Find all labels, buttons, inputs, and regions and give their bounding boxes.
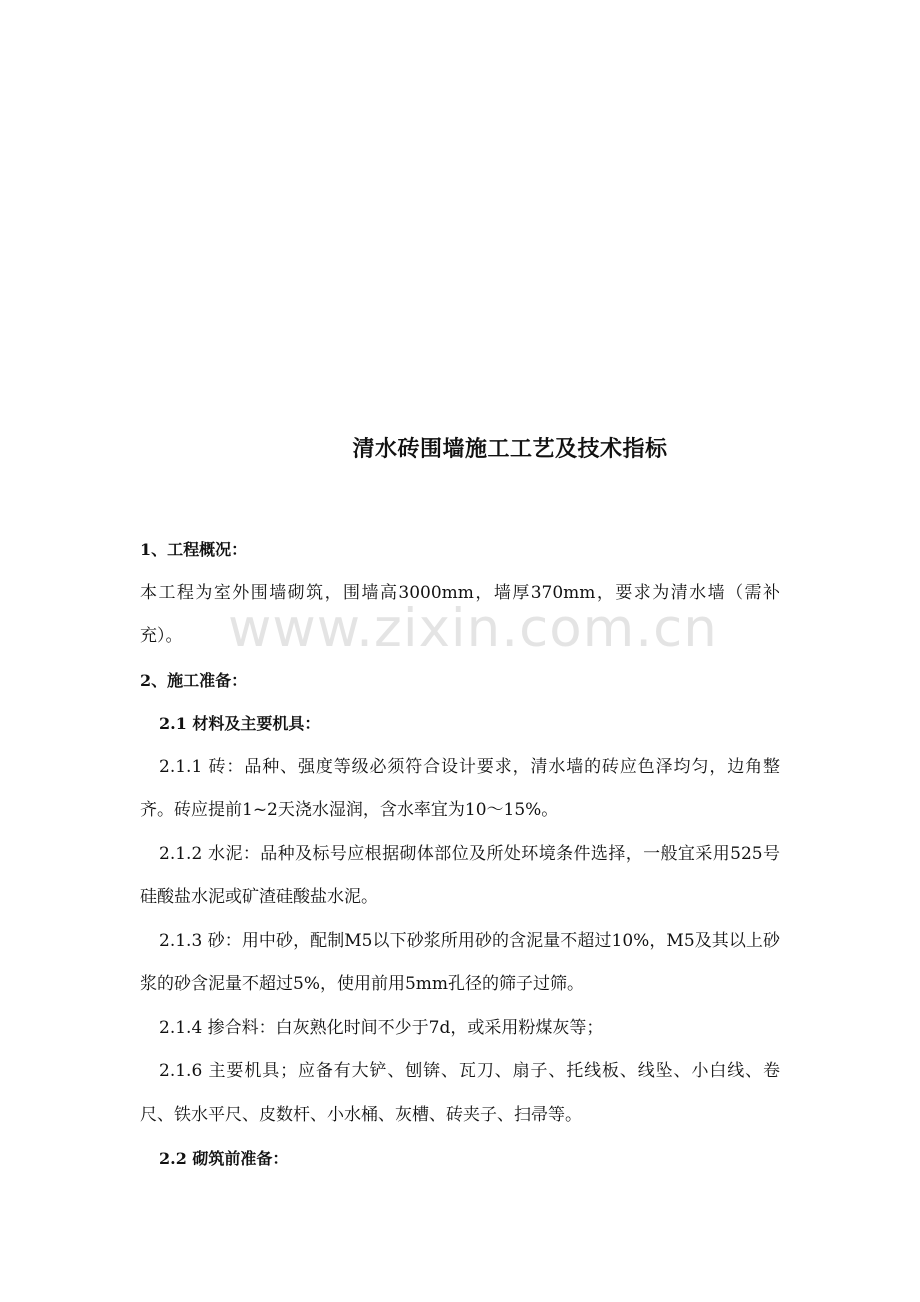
document-title: 清水砖围墙施工工艺及技术指标 [352,437,668,462]
document-body [140,528,780,1181]
subsection-heading-2-2: 2.2 砌筑前准备： [159,1149,289,1168]
section-heading-2: 2、施工准备： [140,670,248,690]
paragraph-2-1-2: 2.1.2 水泥：品种及标号应根据砌体部位及所处环境条件选择，一般宜采用525号硅酸盐水泥或矿渣硅酸盐水泥。 [140,843,780,907]
watermark-text: www.zixin.com.cn [228,598,718,659]
paragraph-2-1-6: 2.1.6 主要机具；应备有大铲、刨锛、瓦刀、扇子、托线板、线坠、小白线、卷尺、铁水平尺、皮数杆、小水桶、灰槽、砖夹子、扫帚等。 [140,1061,780,1125]
subsection-heading-2-1: 2.1 材料及主要机具： [159,714,321,733]
paragraph-2-1-3: 2.1.3 砂：用中砂，配制M5以下砂浆所用砂的含泥量不超过10%，M5及其以上砂浆的砂含泥量不超过5%，使用前用5mm孔径的筛子过筛。 [140,930,780,994]
paragraph-2-1-4: 2.1.4 掺合料：白灰熟化时间不少于7d，或采用粉煤灰等； [159,1017,604,1038]
section-heading-1: 1、工程概况： [140,540,248,559]
paragraph-2-1-1: 2.1.1 砖：品种、强度等级必须符合设计要求，清水墙的砖应色泽均匀，边角整齐。砖应提前1~2天浇水湿润，含水率宜为10～15%。 [140,756,780,820]
project-overview-paragraph: 本工程为室外围墙砌筑，围墙高3000mm，墙厚370mm，要求为清水墙（需补充）。 [140,582,780,646]
